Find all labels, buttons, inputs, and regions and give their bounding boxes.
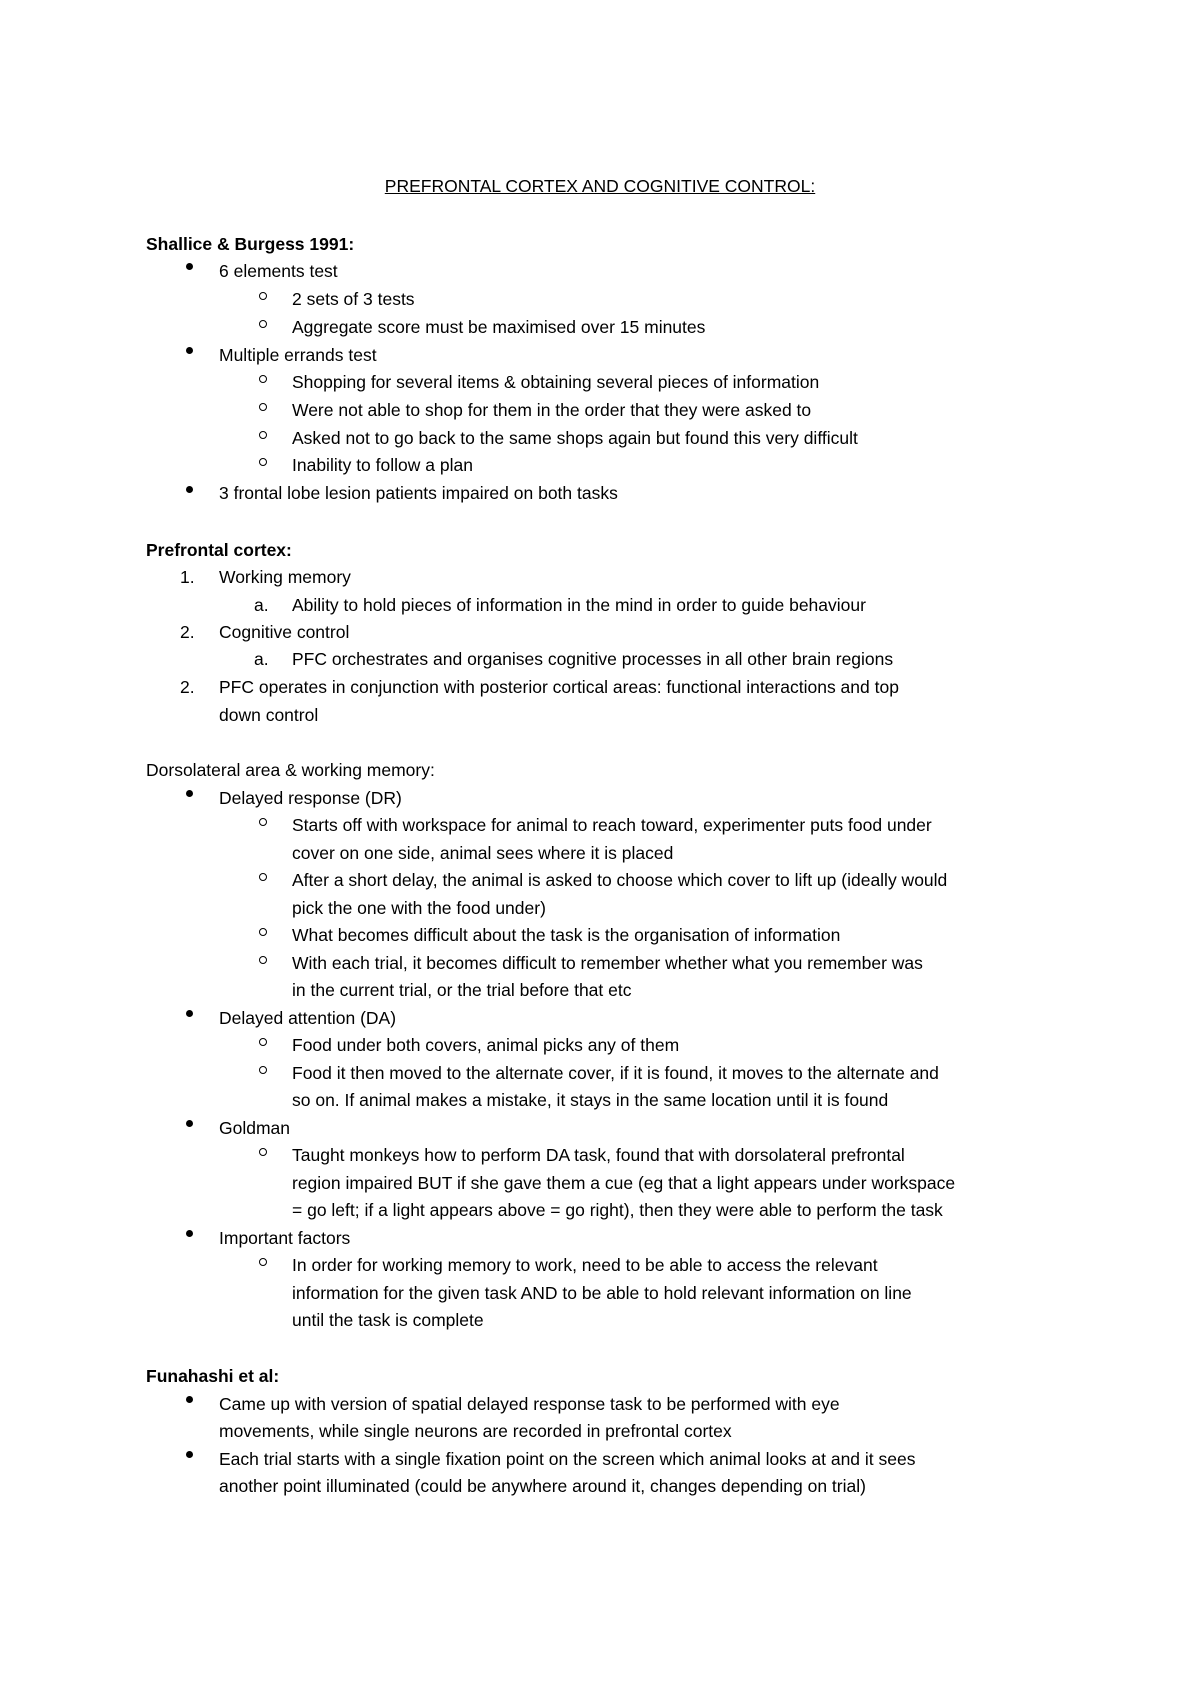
circle-bullet-icon xyxy=(259,1258,267,1266)
bullet-icon xyxy=(186,486,193,493)
list-item: PFC operates in conjunction with posterior cortical areas: functional interactions and top xyxy=(219,677,899,697)
list-item: Each trial starts with a single fixation point on the screen which animal looks at and it sees xyxy=(219,1449,916,1469)
section-heading-dorsolateral: Dorsolateral area & working memory: xyxy=(146,760,435,780)
circle-bullet-icon xyxy=(259,956,267,964)
list-item: After a short delay, the animal is asked to choose which cover to lift up (ideally would xyxy=(292,870,948,890)
list-item: 3 frontal lobe lesion patients impaired on both tasks xyxy=(219,483,618,503)
list-item: Important factors xyxy=(219,1228,351,1248)
list-item-continuation: region impaired BUT if she gave them a cue (eg that a light appears under workspace xyxy=(292,1173,956,1193)
bullet-icon xyxy=(186,263,193,270)
list-item: Delayed attention (DA) xyxy=(219,1008,397,1028)
list-item: Shopping for several items & obtaining several pieces of information xyxy=(292,372,820,392)
list-item: Goldman xyxy=(219,1118,291,1138)
circle-bullet-icon xyxy=(259,458,267,466)
list-item-continuation: = go left; if a light appears above = go right), then they were able to perform the task xyxy=(292,1200,943,1220)
circle-bullet-icon xyxy=(259,1148,267,1156)
bullet-icon xyxy=(186,1120,193,1127)
page-title: PREFRONTAL CORTEX AND COGNITIVE CONTROL: xyxy=(384,176,816,196)
list-item: In order for working memory to work, need to be able to access the relevant xyxy=(292,1255,878,1275)
list-letter: a. xyxy=(254,595,269,615)
list-item: Asked not to go back to the same shops again but found this very difficult xyxy=(292,428,858,448)
list-letter: a. xyxy=(254,649,269,669)
list-item: 2 sets of 3 tests xyxy=(292,289,415,309)
list-item-continuation: information for the given task AND to be able to hold relevant information on line xyxy=(292,1283,912,1303)
list-item: Were not able to shop for them in the order that they were asked to xyxy=(292,400,812,420)
list-item: With each trial, it becomes difficult to remember whether what you remember was xyxy=(292,953,923,973)
list-item: Aggregate score must be maximised over 15 minutes xyxy=(292,317,706,337)
list-item-continuation: until the task is complete xyxy=(292,1310,484,1330)
list-item: Multiple errands test xyxy=(219,345,377,365)
circle-bullet-icon xyxy=(259,873,267,881)
list-item: Delayed response (DR) xyxy=(219,788,402,808)
circle-bullet-icon xyxy=(259,431,267,439)
list-item-continuation: another point illuminated (could be anywhere around it, changes depending on trial) xyxy=(219,1476,866,1496)
circle-bullet-icon xyxy=(259,928,267,936)
bullet-icon xyxy=(186,1010,193,1017)
list-item-continuation: so on. If animal makes a mistake, it stays in the same location until it is found xyxy=(292,1090,889,1110)
circle-bullet-icon xyxy=(259,1038,267,1046)
list-item-continuation: in the current trial, or the trial before that etc xyxy=(292,980,632,1000)
circle-bullet-icon xyxy=(259,1066,267,1074)
list-item-continuation: cover on one side, animal sees where it is placed xyxy=(292,843,674,863)
circle-bullet-icon xyxy=(259,818,267,826)
list-number: 2. xyxy=(180,677,195,697)
bullet-icon xyxy=(186,347,193,354)
list-item: What becomes difficult about the task is the organisation of information xyxy=(292,925,841,945)
bullet-icon xyxy=(186,790,193,797)
list-number: 1. xyxy=(180,567,195,587)
section-heading-shallice: Shallice & Burgess 1991: xyxy=(146,234,355,254)
section-heading-prefrontal: Prefrontal cortex: xyxy=(146,540,292,560)
section-heading-funahashi: Funahashi et al: xyxy=(146,1366,280,1386)
list-item: Starts off with workspace for animal to reach toward, experimenter puts food under xyxy=(292,815,932,835)
list-item: Cognitive control xyxy=(219,622,350,642)
list-item: Food under both covers, animal picks any of them xyxy=(292,1035,680,1055)
bullet-icon xyxy=(186,1396,193,1403)
list-item: Ability to hold pieces of information in the mind in order to guide behaviour xyxy=(292,595,866,615)
circle-bullet-icon xyxy=(259,292,267,300)
list-item: Food it then moved to the alternate cover, if it is found, it moves to the alternate and xyxy=(292,1063,939,1083)
list-item: PFC orchestrates and organises cognitive processes in all other brain regions xyxy=(292,649,894,669)
list-number: 2. xyxy=(180,622,195,642)
circle-bullet-icon xyxy=(259,403,267,411)
list-item-continuation: movements, while single neurons are recorded in prefrontal cortex xyxy=(219,1421,732,1441)
circle-bullet-icon xyxy=(259,320,267,328)
list-item: 6 elements test xyxy=(219,261,338,281)
list-item: Taught monkeys how to perform DA task, found that with dorsolateral prefrontal xyxy=(292,1145,905,1165)
list-item: Came up with version of spatial delayed response task to be performed with eye xyxy=(219,1394,840,1414)
bullet-icon xyxy=(186,1451,193,1458)
bullet-icon xyxy=(186,1230,193,1237)
list-item: Working memory xyxy=(219,567,351,587)
circle-bullet-icon xyxy=(259,375,267,383)
list-item-continuation: pick the one with the food under) xyxy=(292,898,546,918)
list-item: Inability to follow a plan xyxy=(292,455,473,475)
list-item-continuation: down control xyxy=(219,705,319,725)
